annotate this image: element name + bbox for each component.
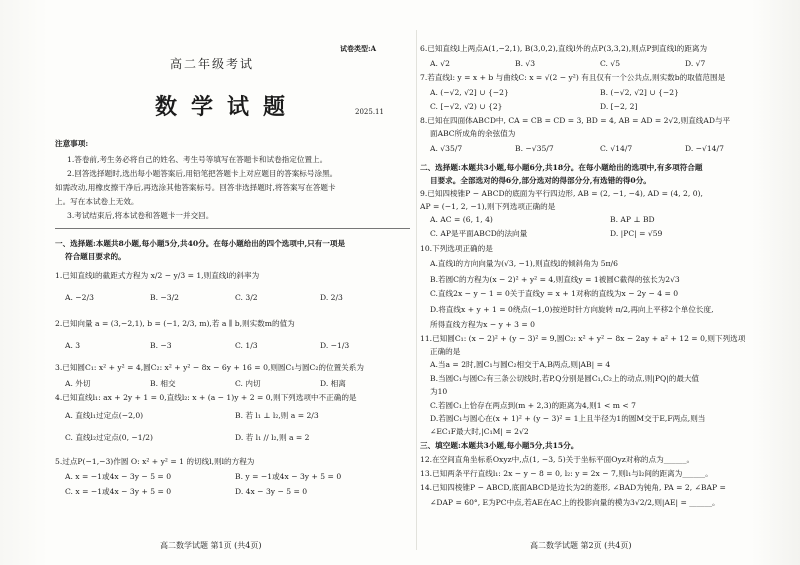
q8-option-d: D. −√14/7 — [685, 144, 724, 153]
q4-option-b: B. 若 l₁ ⊥ l₂,则 a = 2/3 — [235, 411, 319, 420]
question-9-stem: 9.已知四棱锥P − ABCD的底面为平行四边形, AB = (2, −1, −4), AD = (4, 2, 0), — [420, 189, 703, 198]
q5-option-a: A. x = −1或4x − 3y − 5 = 0 — [65, 472, 172, 481]
q2-option-a: A. 3 — [65, 341, 81, 350]
left-page — [55, 0, 415, 565]
q6-option-c: C. √5 — [600, 59, 621, 68]
q11-option-c: C.若圆C₁上恰存在两点到(m + 2,3)的距离为4,则1 < m < 7 — [430, 401, 637, 410]
q6-option-a: A. √2 — [430, 59, 450, 68]
exam-title: 高二年级考试 — [170, 57, 255, 71]
q8-option-a: A. √35/7 — [430, 144, 463, 153]
q6-option-d: D. √7 — [685, 59, 706, 68]
left-page-footer: 高二数学试题 第1页 (共4页) — [160, 541, 262, 550]
q5-option-d: D. 4x − 3y − 5 = 0 — [235, 487, 308, 496]
section2-heading-cont: 目要求。全部选对的得6分,部分选对的得部分分,有选错的得0分。 — [430, 176, 651, 185]
q11-option-d-cont: ∠EC₁F最大时,|C₁M| = 2√2 — [430, 427, 529, 436]
q5-option-b: B. y = −1或4x − 3y + 5 = 0 — [235, 472, 342, 481]
notice-line: 1.答卷前,考生务必将自己的姓名、考生号等填写在答题卡和试卷指定位置上。 — [67, 155, 328, 164]
subject-title: 数学试题 — [155, 94, 300, 120]
exam-date: 2025.11 — [355, 108, 384, 116]
q4-option-d: D. 若 l₁ // l₂,则 a = 2 — [235, 433, 310, 442]
notice-line: 上。写在本试卷上无效。 — [55, 197, 139, 206]
page-divider — [416, 30, 417, 550]
question-14-cont: ∠DAP = 60°, E为PC中点,若AE在AC上的投影向量的模为3√2/2,则|AE| = ______。 — [430, 498, 720, 507]
question-1-stem: 1.已知直线l的截距式方程为 x/2 − y/3 = 1,则直线l的斜率为 — [55, 271, 260, 280]
q9-option-a: A. AC = (6, 1, 4) — [430, 215, 493, 224]
q9-option-d: D. |PC| = √59 — [610, 229, 663, 238]
q1-option-c: C. 3/2 — [235, 293, 258, 302]
q1-option-b: B. −3/2 — [150, 293, 179, 302]
q10-option-d: D.将直线x + y + 1 = 0绕点(−1,0)按逆时针方向旋转 π/2,再向上平移2个单位长度, — [430, 305, 714, 314]
question-13: 13.已知两条平行直线l₁: 2x − y − 8 = 0, l₂: y = 2x − 7,则l₁与l₂间的距离为______。 — [420, 469, 713, 478]
separator-rule — [55, 228, 410, 229]
q8-option-b: B. −√35/7 — [515, 144, 554, 153]
question-10-stem: 10.下列选项正确的是 — [420, 244, 493, 253]
question-14: 14.已知四棱锥P − ABCD,底面ABCD是边长为2的菱形, ∠BAD为钝角, PA = 2, ∠BAP = — [420, 483, 726, 492]
question-11-stem: 11.已知圆C₁: (x − 2)² + (y − 3)² = 9,圆C₂: x² + y² − 8x − 2ay + a² + 12 = 0,则下列选项 — [420, 334, 746, 343]
right-page-footer: 高二数学试题 第2页 (共4页) — [530, 541, 632, 550]
q10-option-c: C.直线2x − y − 1 = 0关于直线y = x + 1对称的直线为x − 2y − 4 = 0 — [430, 289, 679, 298]
question-4-stem: 4.已知直线l₁: ax + 2y + 1 = 0,直线l₂: x + (a − 1)y + 2 = 0,则下列选项中不正确的是 — [55, 393, 357, 402]
q7-option-c: C. [−√2, √2) ∪ {2} — [430, 102, 503, 111]
q1-option-a: A. −2/3 — [65, 293, 94, 302]
question-3-stem: 3.已知圆C₁: x² + y² = 4,圆C₂: x² + y² − 8x − 6y + 16 = 0,则圆C₁与圆C₂的位置关系为 — [55, 363, 364, 372]
right-page — [420, 0, 795, 565]
notice-line: 2.回答选择题时,选出每小题答案后,用铅笔把答题卡上对应题目的答案标号涂黑。 — [67, 169, 338, 178]
q11-option-b-cont: 为10 — [430, 387, 448, 396]
section1-heading-cont: 符合题目要求的。 — [65, 252, 126, 261]
q3-option-a: A. 外切 — [65, 379, 91, 388]
notice-line: 3.考试结束后,将本试卷和答题卡一并交回。 — [67, 211, 214, 220]
question-8-stem: 8.已知在四面体ABCD中, CA = CB = CD = 3, BD = 4, AB = AD = 2√2,则直线AD与平 — [420, 116, 731, 125]
question-6-stem: 6.已知直线l上两点A(1,−2,1), B(3,0,2),直线l外的点P(3,3,2),则点P到直线l的距离为 — [420, 44, 708, 53]
q4-option-c: C. 直线l₂过定点(0, −1/2) — [65, 433, 153, 442]
q5-option-c: C. x = −1或4x − 3y + 5 = 0 — [65, 487, 172, 496]
q3-option-d: D. 相离 — [320, 379, 346, 388]
paper-type: 试卷类型:A — [340, 44, 377, 53]
q6-option-b: B. √3 — [515, 59, 536, 68]
section3-heading: 三、填空题:本题共3小题,每小题5分,共15分。 — [420, 441, 579, 450]
q2-option-b: B. −3 — [150, 341, 172, 350]
q3-option-c: C. 内切 — [235, 379, 261, 388]
q7-option-a: A. (−√2, √2] ∪ {−2} — [430, 88, 509, 97]
notice-heading: 注意事项: — [55, 139, 89, 148]
question-7-stem: 7.若直线l: y = x + b 与曲线C: x = √(2 − y²) 有且仅有一个公共点,则实数b的取值范围是 — [420, 73, 726, 82]
q4-option-a: A. 直线l₁过定点(−2,0) — [65, 411, 144, 420]
q7-option-d: D. [−2, 2] — [600, 102, 638, 111]
q9-option-b: B. AP ⊥ BD — [610, 215, 655, 224]
q2-option-d: D. −1/3 — [320, 341, 350, 350]
question-12: 12.在空间直角坐标系Oxyz中,点(1, −3, 5)关于坐标平面Oyz对称的点为______。 — [420, 455, 695, 464]
q11-option-a: A.当a = 2时,圆C₁与圆C₂相交于A,B两点,则|AB| = 4 — [430, 360, 611, 369]
q2-option-c: C. 1/3 — [235, 341, 258, 350]
q10-option-d-cont: 所得直线方程为x − y + 3 = 0 — [430, 320, 535, 329]
question-9-stem-cont: AP = (−1, 2, −1),则下列选项正确的是 — [420, 202, 556, 211]
q9-option-c: C. AP是平面ABCD的法向量 — [430, 229, 528, 238]
question-11-stem-cont: 正确的是 — [430, 347, 461, 356]
notice-line: 如需改动,用橡皮擦干净后,再选涂其他答案标号。回答非选择题时,将答案写在答题卡 — [55, 183, 336, 192]
question-5-stem: 5.过点P(−1,−3)作圆 O: x² + y² = 1 的切线l,则l的方程为 — [55, 457, 255, 466]
q11-option-d: D.若圆C₁与圆心在(x + 1)² + (y − 3)² = 1上且半径为1的圆M交于E,F两点,则当 — [430, 414, 706, 423]
section1-heading: 一、选择题:本题共8小题,每小题5分,共40分。在每小题给出的四个选项中,只有一项是 — [55, 239, 346, 248]
q10-option-b: B.若圆C的方程为(x − 2)² + y² = 4,则直线y = 1被圆C截得的弦长为2√3 — [430, 275, 680, 284]
q8-option-c: C. √14/7 — [600, 144, 633, 153]
section2-heading: 二、选择题:本题共3小题,每小题6分,共18分。在每小题给出的选项中,有多项符合题 — [420, 163, 703, 172]
q3-option-b: B. 相交 — [150, 379, 176, 388]
q1-option-d: D. 2/3 — [320, 293, 343, 302]
question-2-stem: 2.已知向量 a = (3,−2,1), b = (−1, 2/3, m),若 a ∥ b,则实数m的值为 — [55, 319, 295, 328]
question-8-stem-cont: 面ABC所成角的余弦值为 — [430, 129, 516, 138]
q11-option-b: B.当圆C₁与圆C₂有三条公切线时,若P,Q分别是圆C₁,C₂上的动点,则|PQ|的最大值 — [430, 374, 700, 383]
q10-option-a: A.直线l的方向向量为(√3, −1),则直线l的倾斜角为 5π/6 — [430, 259, 618, 268]
q7-option-b: B. (−√2, √2] ∪ {−2} — [600, 88, 679, 97]
